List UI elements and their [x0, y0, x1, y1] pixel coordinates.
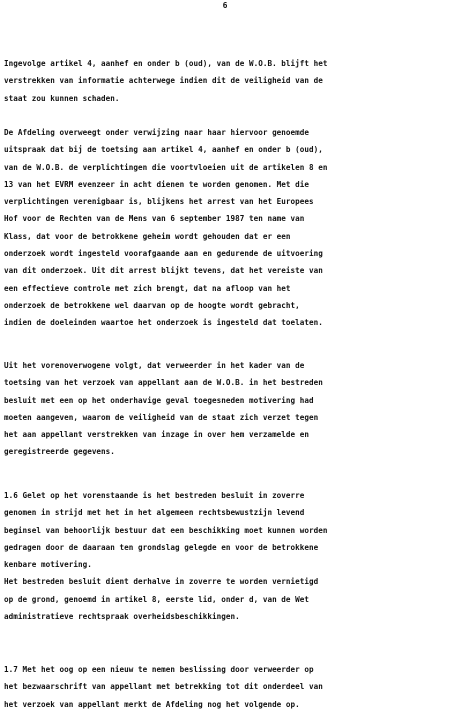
text-line: toetsing van het verzoek van appellant aan de W.O.B. in het bestreden	[4, 378, 323, 388]
paragraph-vorenoverwogene	[4, 357, 448, 461]
text-line: indien de doeleinden waartoe het onderzoek is ingesteld dat toelaten.	[4, 318, 323, 328]
text-line: Klass, dat voor de betrokkene geheim wordt gehouden dat er een	[4, 231, 291, 241]
text-line: van de W.O.B. de verplichtingen die voortvloeien uit de artikelen 8 en	[4, 162, 328, 172]
text-line: het aan appellant verstrekken van inzage in over hem verzamelde en	[4, 430, 310, 440]
text-line: op de grond, genoemd in artikel 8, eerste lid, onder d, van de Wet	[4, 594, 310, 604]
text-line: verplichtingen verenigbaar is, blijkens het arrest van het Europees	[4, 197, 314, 207]
text-line: staat zou kunnen schaden.	[4, 93, 120, 103]
text-line: administratieve rechtspraak overheidsbeschikkingen.	[4, 612, 240, 622]
text-line: geregistreerde gegevens.	[4, 447, 115, 457]
text-line: Ingevolge artikel 4, aanhef en onder b (oud), van de W.O.B. blijft het	[4, 59, 328, 68]
text-line: moeten aangeven, waarom de veiligheid van de staat zich verzet tegen	[4, 412, 319, 422]
paragraph-section-1-7	[4, 661, 448, 713]
text-line: gedragen door de daaraan ten grondslag gelegde en voor de betrokkene	[4, 542, 319, 552]
text-line: besluit met een op het onderhavige geval toegesneden motivering had	[4, 395, 314, 405]
text-line: van dit onderzoek. Uit dit arrest blijkt tevens, dat het vereiste van	[4, 266, 323, 276]
text-line: onderzoek wordt ingesteld voorafgaande aan en gedurende de uitvoering	[4, 249, 323, 259]
text-line: Hof voor de Rechten van de Mens van 6 september 1987 ten name van	[4, 214, 305, 224]
text-line: verstrekken van informatie achterwege indien dit de veiligheid van de	[4, 76, 323, 86]
text-line: Uit het vorenoverwogene volgt, dat verweerder in het kader van de	[4, 361, 305, 370]
paragraph-article-4	[4, 55, 448, 107]
paragraph-afdeling-overweegt	[4, 124, 448, 332]
text-line: beginsel van behoorlijk bestuur dat een beschikking moet kunnen worden	[4, 525, 328, 535]
paragraph-section-1-6	[4, 487, 448, 625]
page-number: 6	[222, 1, 228, 10]
text-line: genomen in strijd met het in het algemeen rechtsbewustzijn levend	[4, 508, 305, 518]
text-line: een effectieve controle met zich brengt, dat na afloop van het	[4, 283, 291, 293]
text-line: De Afdeling overweegt onder verwijzing naar haar hiervoor genoemde	[4, 128, 310, 137]
text-line: 1.7 Met het oog op een nieuw te nemen beslissing door verweerder op	[4, 665, 314, 674]
text-line: 13 van het EVRM evenzeer in acht dienen te worden genomen. Met die	[4, 179, 310, 189]
text-line: Het bestreden besluit dient derhalve in zoverre te worden vernietigd	[4, 577, 319, 587]
text-line: onderzoek de betrokkene wel daarvan op de hoogte wordt gebracht,	[4, 300, 300, 310]
text-line: 1.6 Gelet op het vorenstaande is het bestreden besluit in zoverre	[4, 491, 305, 500]
text-line: kenbare motivering.	[4, 560, 92, 570]
text-line: het verzoek van appellant merkt de Afdeling nog het volgende op.	[4, 699, 300, 709]
text-line: uitspraak dat bij de toetsing aan artikel 4, aanhef en onder b (oud),	[4, 145, 323, 155]
text-line: het bezwaarschrift van appellant met betrekking tot dit onderdeel van	[4, 682, 323, 692]
